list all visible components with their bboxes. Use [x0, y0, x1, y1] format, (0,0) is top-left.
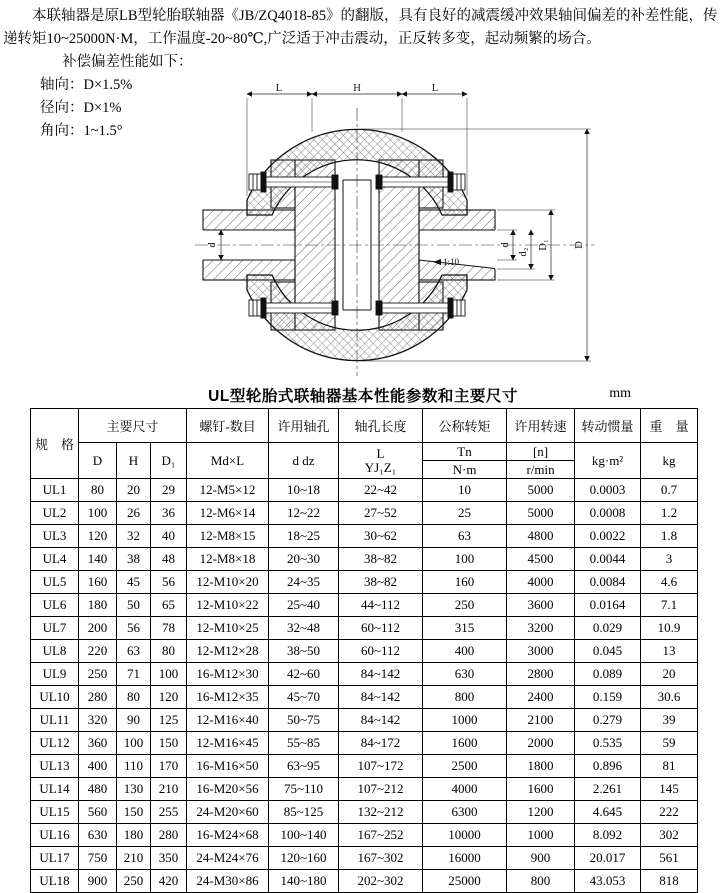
table-cell: UL14 [31, 778, 79, 801]
table-cell: 36 [151, 502, 187, 525]
table-row [31, 755, 698, 778]
header-torque-unit: N·m [423, 461, 507, 479]
table-cell: 24-M24×76 [187, 847, 269, 870]
table-cell: 25~40 [269, 594, 339, 617]
table-cell: 250 [79, 663, 117, 686]
table-cell: 900 [79, 870, 117, 893]
table-cell: 900 [507, 847, 575, 870]
table-cell: 48 [151, 548, 187, 571]
table-cell: 150 [117, 801, 151, 824]
table-cell: 100~140 [269, 824, 339, 847]
table-cell: 1200 [507, 801, 575, 824]
dim-label-d-left: d [207, 242, 218, 248]
table-cell: 12-M5×12 [187, 479, 269, 502]
table-cell: 5000 [507, 479, 575, 502]
table-cell: 50 [117, 594, 151, 617]
table-cell: UL6 [31, 594, 79, 617]
table-cell: 2800 [507, 663, 575, 686]
header-screws: 螺钉-数目 [187, 409, 269, 443]
table-row [31, 778, 698, 801]
table-cell: 4800 [507, 525, 575, 548]
table-cell: 120 [79, 525, 117, 548]
table-cell: 16-M16×50 [187, 755, 269, 778]
table-cell: 200 [79, 617, 117, 640]
table-cell: 1600 [423, 732, 507, 755]
table-cell: 1600 [507, 778, 575, 801]
table-cell: 561 [641, 847, 698, 870]
spec-table [30, 408, 698, 893]
table-row [31, 686, 698, 709]
dim-label-L2: L [431, 83, 439, 94]
table-title-row [0, 384, 726, 406]
table-row [31, 640, 698, 663]
table-cell: 150 [151, 732, 187, 755]
table-cell: 280 [79, 686, 117, 709]
table-cell: 3600 [507, 594, 575, 617]
table-row [31, 502, 698, 525]
table-cell: 4.6 [641, 571, 698, 594]
table-cell: 25000 [423, 870, 507, 893]
table-cell: 12-M10×22 [187, 594, 269, 617]
table-cell: 24~35 [269, 571, 339, 594]
table-cell: 315 [423, 617, 507, 640]
table-cell: 59 [641, 732, 698, 755]
table-cell: UL16 [31, 824, 79, 847]
table-cell: 80 [117, 686, 151, 709]
header-speed-unit: r/min [507, 461, 575, 479]
table-row [31, 594, 698, 617]
table-unit: mm [609, 386, 631, 401]
header-main-dims: 主要尺寸 [79, 409, 187, 443]
table-cell: 63 [423, 525, 507, 548]
table-cell: UL13 [31, 755, 79, 778]
table-cell: 3 [641, 548, 698, 571]
table-cell: 5000 [507, 502, 575, 525]
table-cell: 38~50 [269, 640, 339, 663]
table-cell: 90 [117, 709, 151, 732]
table-cell: 12~22 [269, 502, 339, 525]
table-cell: 255 [151, 801, 187, 824]
table-row [31, 847, 698, 870]
table-cell: 210 [151, 778, 187, 801]
table-cell: 84~142 [339, 663, 423, 686]
table-cell: 12-M10×20 [187, 571, 269, 594]
table-cell: 16-M12×35 [187, 686, 269, 709]
table-cell: 20~30 [269, 548, 339, 571]
table-cell: 63~95 [269, 755, 339, 778]
table-cell: 20 [117, 479, 151, 502]
table-cell: 75~110 [269, 778, 339, 801]
header-bore-length-sub [339, 443, 423, 479]
bore-length-types: YJ₁Z₁ [364, 459, 397, 475]
table-cell: 16-M24×68 [187, 824, 269, 847]
table-cell: 0.045 [575, 640, 641, 663]
table-cell: UL12 [31, 732, 79, 755]
table-cell: 30.6 [641, 686, 698, 709]
table-cell: 120~160 [269, 847, 339, 870]
table-cell: 50~75 [269, 709, 339, 732]
table-cell: 250 [117, 870, 151, 893]
dim-label-D1: D₁ [538, 239, 549, 251]
table-cell: 10.9 [641, 617, 698, 640]
table-cell: 38~82 [339, 548, 423, 571]
table-cell: 130 [117, 778, 151, 801]
table-cell: 84~142 [339, 686, 423, 709]
header-torque-symbol: Tn [423, 443, 507, 461]
table-cell: 0.535 [575, 732, 641, 755]
table-cell: 13 [641, 640, 698, 663]
table-cell: UL10 [31, 686, 79, 709]
table-cell: UL9 [31, 663, 79, 686]
header-weight-unit: kg [641, 443, 698, 479]
table-cell: 0.159 [575, 686, 641, 709]
table-cell: 630 [423, 663, 507, 686]
table-cell: 320 [79, 709, 117, 732]
table-cell: 140 [79, 548, 117, 571]
table-cell: 30~62 [339, 525, 423, 548]
header-D1: D₁ [151, 443, 187, 479]
table-cell: 45 [117, 571, 151, 594]
table-row [31, 824, 698, 847]
table-cell: 10000 [423, 824, 507, 847]
table-cell: 400 [423, 640, 507, 663]
table-cell: 0.896 [575, 755, 641, 778]
table-cell: 220 [79, 640, 117, 663]
table-cell: 100 [423, 548, 507, 571]
table-cell: 44~112 [339, 594, 423, 617]
dim-label-d-right: d [500, 242, 511, 248]
table-cell: 140~180 [269, 870, 339, 893]
header-bore: 许用轴孔 [269, 409, 339, 443]
table-cell: 27~52 [339, 502, 423, 525]
header-spec: 规 格 [31, 409, 79, 479]
table-cell: 107~212 [339, 778, 423, 801]
table-cell: 167~252 [339, 824, 423, 847]
table-row [31, 709, 698, 732]
table-row [31, 801, 698, 824]
table-cell: 2500 [423, 755, 507, 778]
table-cell: 1.2 [641, 502, 698, 525]
table-cell: 22~42 [339, 479, 423, 502]
table-cell: 3000 [507, 640, 575, 663]
table-row [31, 617, 698, 640]
table-cell: 4000 [507, 571, 575, 594]
table-cell: 56 [117, 617, 151, 640]
table-cell: 7.1 [641, 594, 698, 617]
table-cell: 60~112 [339, 617, 423, 640]
table-cell: 0.0044 [575, 548, 641, 571]
table-cell: 38 [117, 548, 151, 571]
table-cell: 40 [151, 525, 187, 548]
table-cell: 132~212 [339, 801, 423, 824]
table-cell: 38~82 [339, 571, 423, 594]
table-cell: 2000 [507, 732, 575, 755]
table-cell: 12-M8×18 [187, 548, 269, 571]
table-cell: UL15 [31, 801, 79, 824]
table-cell: 12-M16×45 [187, 732, 269, 755]
table-cell: 360 [79, 732, 117, 755]
table-row [31, 571, 698, 594]
dim-label-H: H [353, 83, 361, 94]
header-inertia: 转动惯量 [575, 409, 641, 443]
table-cell: 4.645 [575, 801, 641, 824]
table-cell: 2100 [507, 709, 575, 732]
table-cell: 8.092 [575, 824, 641, 847]
table-cell: 180 [79, 594, 117, 617]
table-cell: 107~172 [339, 755, 423, 778]
table-cell: 12-M10×25 [187, 617, 269, 640]
table-cell: 145 [641, 778, 698, 801]
header-speed-symbol: [n] [507, 443, 575, 461]
dim-label-D: D [574, 241, 585, 249]
table-cell: 302 [641, 824, 698, 847]
table-title: UL型轮胎式联轴器基本性能参数和主要尺寸 [208, 388, 518, 405]
table-cell: 3200 [507, 617, 575, 640]
table-cell: 39 [641, 709, 698, 732]
table-cell: 2400 [507, 686, 575, 709]
radial-spec: 径向：D×1% [40, 100, 122, 116]
table-cell: 120 [151, 686, 187, 709]
table-cell: UL2 [31, 502, 79, 525]
header-speed: 许用转速 [507, 409, 575, 443]
table-cell: 16-M12×30 [187, 663, 269, 686]
table-cell: 0.279 [575, 709, 641, 732]
header-H: H [117, 443, 151, 479]
table-cell: UL1 [31, 479, 79, 502]
table-cell: 800 [507, 870, 575, 893]
header-weight: 重 量 [641, 409, 698, 443]
table-cell: 0.0008 [575, 502, 641, 525]
taper-label: 1:10 [443, 257, 460, 267]
table-cell: 250 [423, 594, 507, 617]
table-cell: 78 [151, 617, 187, 640]
table-cell: 400 [79, 755, 117, 778]
table-cell: 84~172 [339, 732, 423, 755]
table-cell: 0.7 [641, 479, 698, 502]
table-cell: 480 [79, 778, 117, 801]
table-row [31, 548, 698, 571]
table-cell: 0.0164 [575, 594, 641, 617]
table-cell: 85~125 [269, 801, 339, 824]
spec-table-body [31, 479, 698, 893]
table-cell: 12-M6×14 [187, 502, 269, 525]
table-cell: 29 [151, 479, 187, 502]
table-cell: 16-M20×56 [187, 778, 269, 801]
table-cell: 222 [641, 801, 698, 824]
table-cell: 1800 [507, 755, 575, 778]
table-cell: 1000 [507, 824, 575, 847]
table-cell: 43.053 [575, 870, 641, 893]
axial-spec: 轴向：D×1.5% [40, 77, 133, 93]
angular-spec: 角向：1~1.5° [40, 123, 123, 139]
table-cell: 160 [79, 571, 117, 594]
table-cell: 750 [79, 847, 117, 870]
table-cell: UL5 [31, 571, 79, 594]
table-cell: 180 [117, 824, 151, 847]
table-cell: 60~112 [339, 640, 423, 663]
table-cell: 420 [151, 870, 187, 893]
table-cell: 280 [151, 824, 187, 847]
bore-length-symbol: L [376, 445, 385, 461]
table-cell: 167~302 [339, 847, 423, 870]
table-cell: 800 [423, 686, 507, 709]
table-cell: 63 [117, 640, 151, 663]
table-cell: 84~142 [339, 709, 423, 732]
table-cell: 55~85 [269, 732, 339, 755]
table-cell: 125 [151, 709, 187, 732]
table-cell: 32~48 [269, 617, 339, 640]
table-cell: 202~302 [339, 870, 423, 893]
header-D: D [79, 443, 117, 479]
dim-label-L1: L [275, 83, 283, 94]
table-cell: 12-M8×15 [187, 525, 269, 548]
table-cell: 0.0003 [575, 479, 641, 502]
table-cell: UL4 [31, 548, 79, 571]
table-cell: 100 [151, 663, 187, 686]
table-cell: 4000 [423, 778, 507, 801]
table-cell: UL17 [31, 847, 79, 870]
table-cell: 25 [423, 502, 507, 525]
header-torque: 公称转矩 [423, 409, 507, 443]
header-bore-length: 轴孔长度 [339, 409, 423, 443]
table-cell: 12-M12×28 [187, 640, 269, 663]
table-cell: 10~18 [269, 479, 339, 502]
table-cell: 160 [423, 571, 507, 594]
table-cell: 42~60 [269, 663, 339, 686]
table-cell: 1000 [423, 709, 507, 732]
table-cell: 32 [117, 525, 151, 548]
header-inertia-unit: kg·m² [575, 443, 641, 479]
table-cell: 12-M16×40 [187, 709, 269, 732]
dim-label-d2: d₂ [518, 247, 529, 257]
table-cell: 100 [117, 732, 151, 755]
compensation-heading: 补偿偏差性能如下： [62, 54, 193, 70]
intro-paragraph: 本联轴器是原LB型轮胎联轴器《JB/ZQ4018-85》的翻版，具有良好的减震缓冲效果轴间偏差的补差性能，传递转矩10~25000N·M，工作温度-20~80℃,广泛适于冲击震动，正反转多变，起动频繁的场合。 [3, 8, 718, 47]
table-cell: 65 [151, 594, 187, 617]
table-cell: 80 [151, 640, 187, 663]
table-cell: UL18 [31, 870, 79, 893]
table-cell: 0.0022 [575, 525, 641, 548]
table-cell: 0.0084 [575, 571, 641, 594]
table-row [31, 870, 698, 893]
table-cell: UL7 [31, 617, 79, 640]
table-row [31, 525, 698, 548]
table-cell: 2.261 [575, 778, 641, 801]
table-cell: 26 [117, 502, 151, 525]
coupling-drawing [195, 80, 726, 382]
table-row [31, 479, 698, 502]
table-cell: 210 [117, 847, 151, 870]
table-cell: 818 [641, 870, 698, 893]
table-cell: 56 [151, 571, 187, 594]
table-cell: 45~70 [269, 686, 339, 709]
header-screws-sub: Md×L [187, 443, 269, 479]
table-cell: 16000 [423, 847, 507, 870]
table-cell: 24-M20×60 [187, 801, 269, 824]
table-cell: 81 [641, 755, 698, 778]
table-cell: 170 [151, 755, 187, 778]
header-bore-sub: d dz [269, 443, 339, 479]
table-cell: 20.017 [575, 847, 641, 870]
table-cell: 80 [79, 479, 117, 502]
table-cell: 100 [79, 502, 117, 525]
table-cell: 630 [79, 824, 117, 847]
table-cell: 71 [117, 663, 151, 686]
table-cell: 1.8 [641, 525, 698, 548]
table-cell: 6300 [423, 801, 507, 824]
table-cell: UL8 [31, 640, 79, 663]
table-cell: 24-M30×86 [187, 870, 269, 893]
table-cell: 350 [151, 847, 187, 870]
table-cell: 560 [79, 801, 117, 824]
table-cell: 10 [423, 479, 507, 502]
table-cell: UL11 [31, 709, 79, 732]
table-cell: UL3 [31, 525, 79, 548]
table-cell: 0.089 [575, 663, 641, 686]
table-row [31, 732, 698, 755]
table-row [31, 663, 698, 686]
table-cell: 18~25 [269, 525, 339, 548]
table-cell: 0.029 [575, 617, 641, 640]
table-cell: 4500 [507, 548, 575, 571]
table-cell: 110 [117, 755, 151, 778]
table-cell: 20 [641, 663, 698, 686]
